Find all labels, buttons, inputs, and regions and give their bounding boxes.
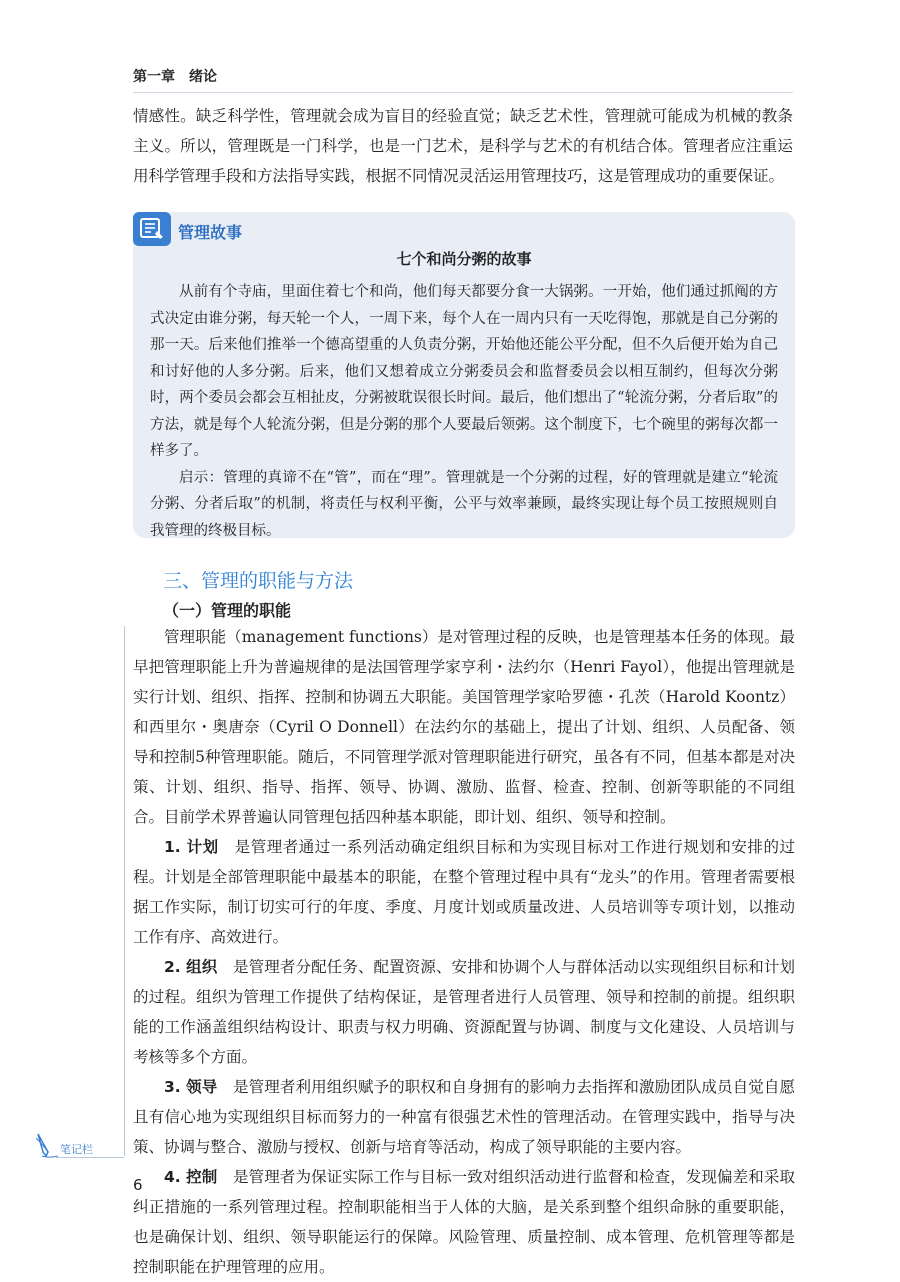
story-paragraph: 从前有个寺庙，里面住着七个和尚，他们每天都要分食一大锅粥。一开始，他们通过抓阄的方式决定由谁分粥，每天轮一个人，一周下来，每个人在一周内只有一天吃得饱，那就是自己分粥的那一天。后来他们推举一个德高望重的人负责分粥，开始他还能公平分配，但不久后便开始为自己和讨好他的人多分粥。后来，他们又想着成立分粥委员会和监督委员会以相互制约，但每次分粥时，两个委员会都会互相扯皮，分粥被耽误很长时间。最后，他们想出了“轮流分粥，分者后取”的方法，就是每个人轮流分粥，但是分粥的那个人要最后领粥。这个制度下，七个碗里的粥每次都一样多了。 [150,284,778,459]
chapter-header: 第一章 绪论 [133,69,217,85]
function-item-lead [133,1072,795,1162]
intro-paragraph: 情感性。缺乏科学性，管理就会成为盲目的经验直觉；缺乏艺术性，管理就可能成为机械的教条主义。所以，管理既是一门科学，也是一门艺术，是科学与艺术的有机结合体。管理者应注重运用科学管理手段和方法指导实践，根据不同情况灵活运用管理技巧，这是管理成功的重要保证。 [133,107,793,185]
story-moral: 启示：管理的真谛不在“管”，而在“理”。管理就是一个分粥的过程，好的管理就是建立“轮流分粥、分者后取”的机制，将责任与权利平衡，公平与效率兼顾，最终实现让每个员工按照规则自我管理的终极目标。 [150,469,778,539]
page-number: 6 [133,1176,143,1194]
function-item-plan [133,832,795,952]
story-title: 七个和尚分粥的故事 [396,250,532,268]
header-divider [133,92,793,93]
notes-underline [56,1157,124,1158]
notes-margin-line [124,626,125,1156]
function-head: 1. 计划 [164,838,219,856]
function-text: 是管理者分配任务、配置资源、安排和协调个人与群体活动以实现组织目标和计划的过程。组织为管理工作提供了结构保证，是管理者进行人员管理、领导和控制的前提。组织职能的工作涵盖组织结构设计、职责与权力明确、资源配置与协调、制度与文化建设、人员培训与考核等多个方面。 [133,958,795,1066]
function-head: 2. 组织 [164,958,218,976]
story-book-icon [133,212,171,246]
story-body [150,279,778,544]
function-text: 是管理者为保证实际工作与目标一致对组织活动进行监督和检查，发现偏差和采取纠正措施的一系列管理过程。控制职能相当于人体的大脑，是关系到整个组织命脉的重要职能，也是确保计划、组织、领导职能运行的保障。风险管理、质量控制、成本管理、危机管理等都是控制职能在护理管理的应用。 [133,1168,795,1276]
pen-icon [34,1130,58,1164]
notes-label: 笔记栏 [60,1143,93,1156]
subsection-title: （一）管理的职能 [163,601,292,620]
main-body [133,622,795,1282]
intro-text [133,101,793,191]
function-item-organize [133,952,795,1072]
function-text: 是管理者利用组织赋予的职权和自身拥有的影响力去指挥和激励团队成员自觉自愿且有信心地为实现组织目标而努力的一种富有很强艺术性的管理活动。在管理实践中，指导与决策、协调与整合、激励与授权、创新与培育等活动，构成了领导职能的主要内容。 [133,1078,795,1156]
function-text: 是管理者通过一系列活动确定组织目标和为实现目标对工作进行规划和安排的过程。计划是全部管理职能中最基本的职能，在整个管理过程中具有“龙头”的作用。管理者需要根据工作实际，制订切实可行的年度、季度、月度计划或质量改进、人员培训等专项计划，以推动工作有序、高效进行。 [133,838,795,946]
function-head: 4. 控制 [164,1168,218,1186]
functions-intro-paragraph: 管理职能（management functions）是对管理过程的反映，也是管理基本任务的体现。最早把管理职能上升为普遍规律的是法国管理学家亨利・法约尔（Henri Fayol），他提出管理就是实行计划、组织、指挥、控制和协调五大职能。美国管理学家哈罗德・孔茨（Harold Koontz）和西里尔・奥唐奈（Cyril O Donnell）在法约尔的基础上，提出了计划、组织、人员配备、领导和控制5种管理职能。随后，不同管理学派对管理职能进行研究，虽各有不同，但基本都是对决策、计划、组织、指导、指挥、领导、协调、激励、监督、检查、控制、创新等职能的不同组合。目前学术界普遍认同管理包括四种基本职能，即计划、组织、领导和控制。 [133,628,795,826]
section-title: 三、管理的职能与方法 [163,570,354,592]
function-item-control [133,1162,795,1282]
story-label: 管理故事 [178,223,243,242]
function-head: 3. 领导 [164,1078,218,1096]
